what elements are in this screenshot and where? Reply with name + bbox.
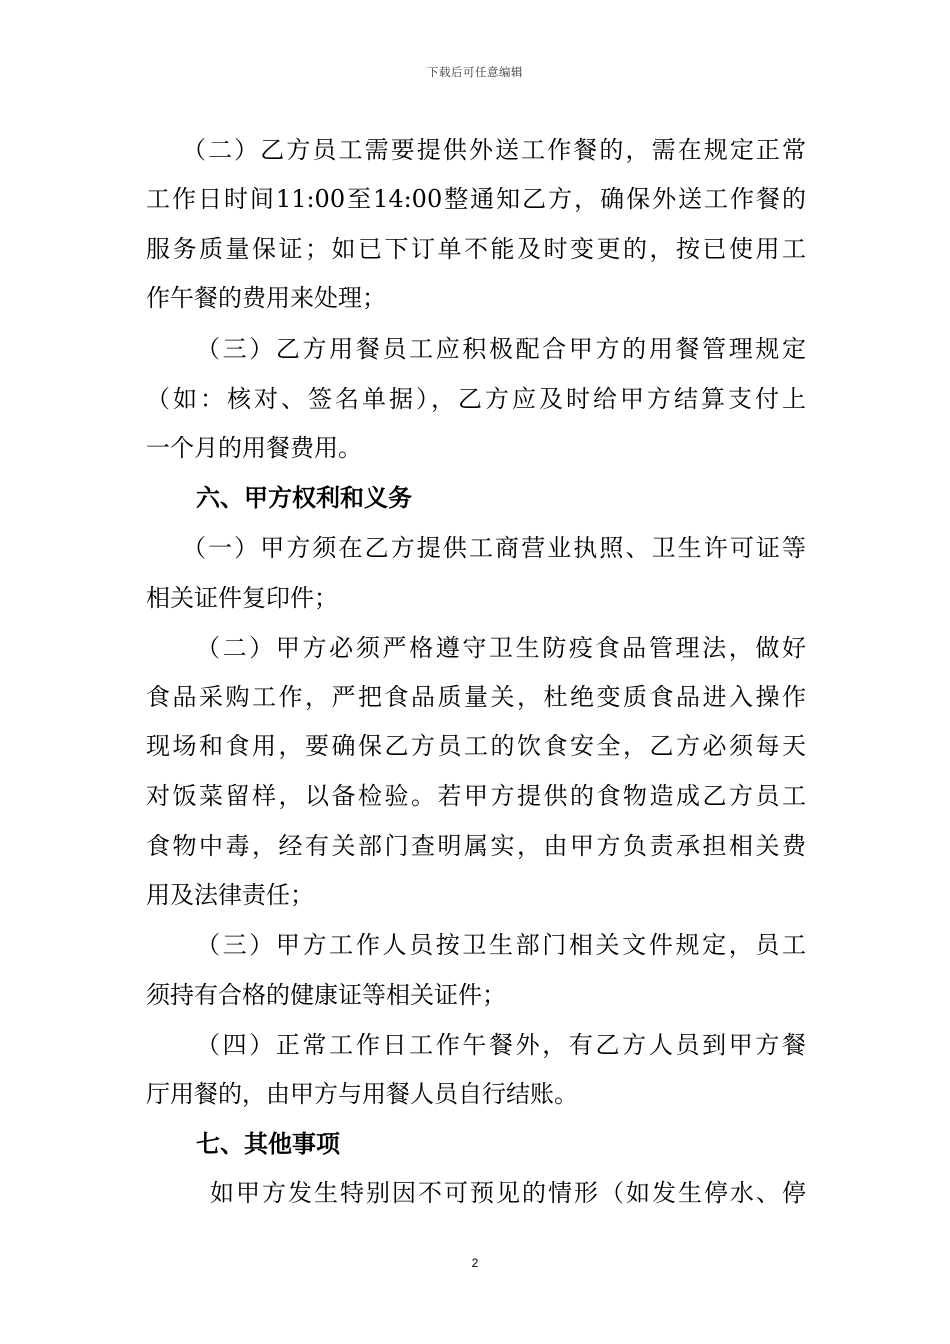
text-line: 一个月的用餐费用。 [146,434,362,462]
text-line: （二）甲方必须严格遵守卫生防疫食品管理法，做好 [196,634,806,662]
text-line: 厅用餐的，由甲方与用餐人员自行结账。 [146,1080,578,1108]
text-line: 如甲方发生特别因不可预见的情形（如发生停水、停 [210,1179,806,1207]
text-line: （一）甲方须在乙方提供工商营业执照、卫生许可证等 [182,534,806,562]
section-heading: 六、甲方权利和义务 [196,484,412,512]
text-line: （三）乙方用餐员工应积极配合甲方的用餐管理规定 [196,335,806,363]
text-line: （如：核对、签名单据），乙方应及时给甲方结算支付上 [146,385,806,413]
text-line: 食物中毒，经有关部门查明属实，由甲方负责承担相关费 [146,832,806,860]
text-line: 作午餐的费用来处理； [146,284,386,312]
page-number: 2 [471,1256,479,1270]
text-line: 用及法律责任； [146,881,314,909]
section-heading: 七、其他事项 [196,1130,340,1158]
text-line: 相关证件复印件； [146,584,338,612]
page-header: 下载后可任意编辑 [427,65,523,79]
text-line: 食品采购工作，严把食品质量关，杜绝变质食品进入操作 [146,683,806,711]
text-line: （四）正常工作日工作午餐外，有乙方人员到甲方餐 [196,1031,806,1059]
text-line: （二）乙方员工需要提供外送工作餐的，需在规定正常 [182,136,806,164]
text-line: 现场和食用，要确保乙方员工的饮食安全，乙方必须每天 [146,732,806,760]
text-line: （三）甲方工作人员按卫生部门相关文件规定，员工 [196,931,806,959]
text-line: 须持有合格的健康证等相关证件； [146,981,506,1009]
text-line: 工作日时间11:00至14:00整通知乙方，确保外送工作餐的 [146,185,806,213]
text-line: 服务质量保证；如已下订单不能及时变更的，按已使用工 [146,235,806,263]
text-line: 对饭菜留样，以备检验。若甲方提供的食物造成乙方员工 [146,782,806,810]
